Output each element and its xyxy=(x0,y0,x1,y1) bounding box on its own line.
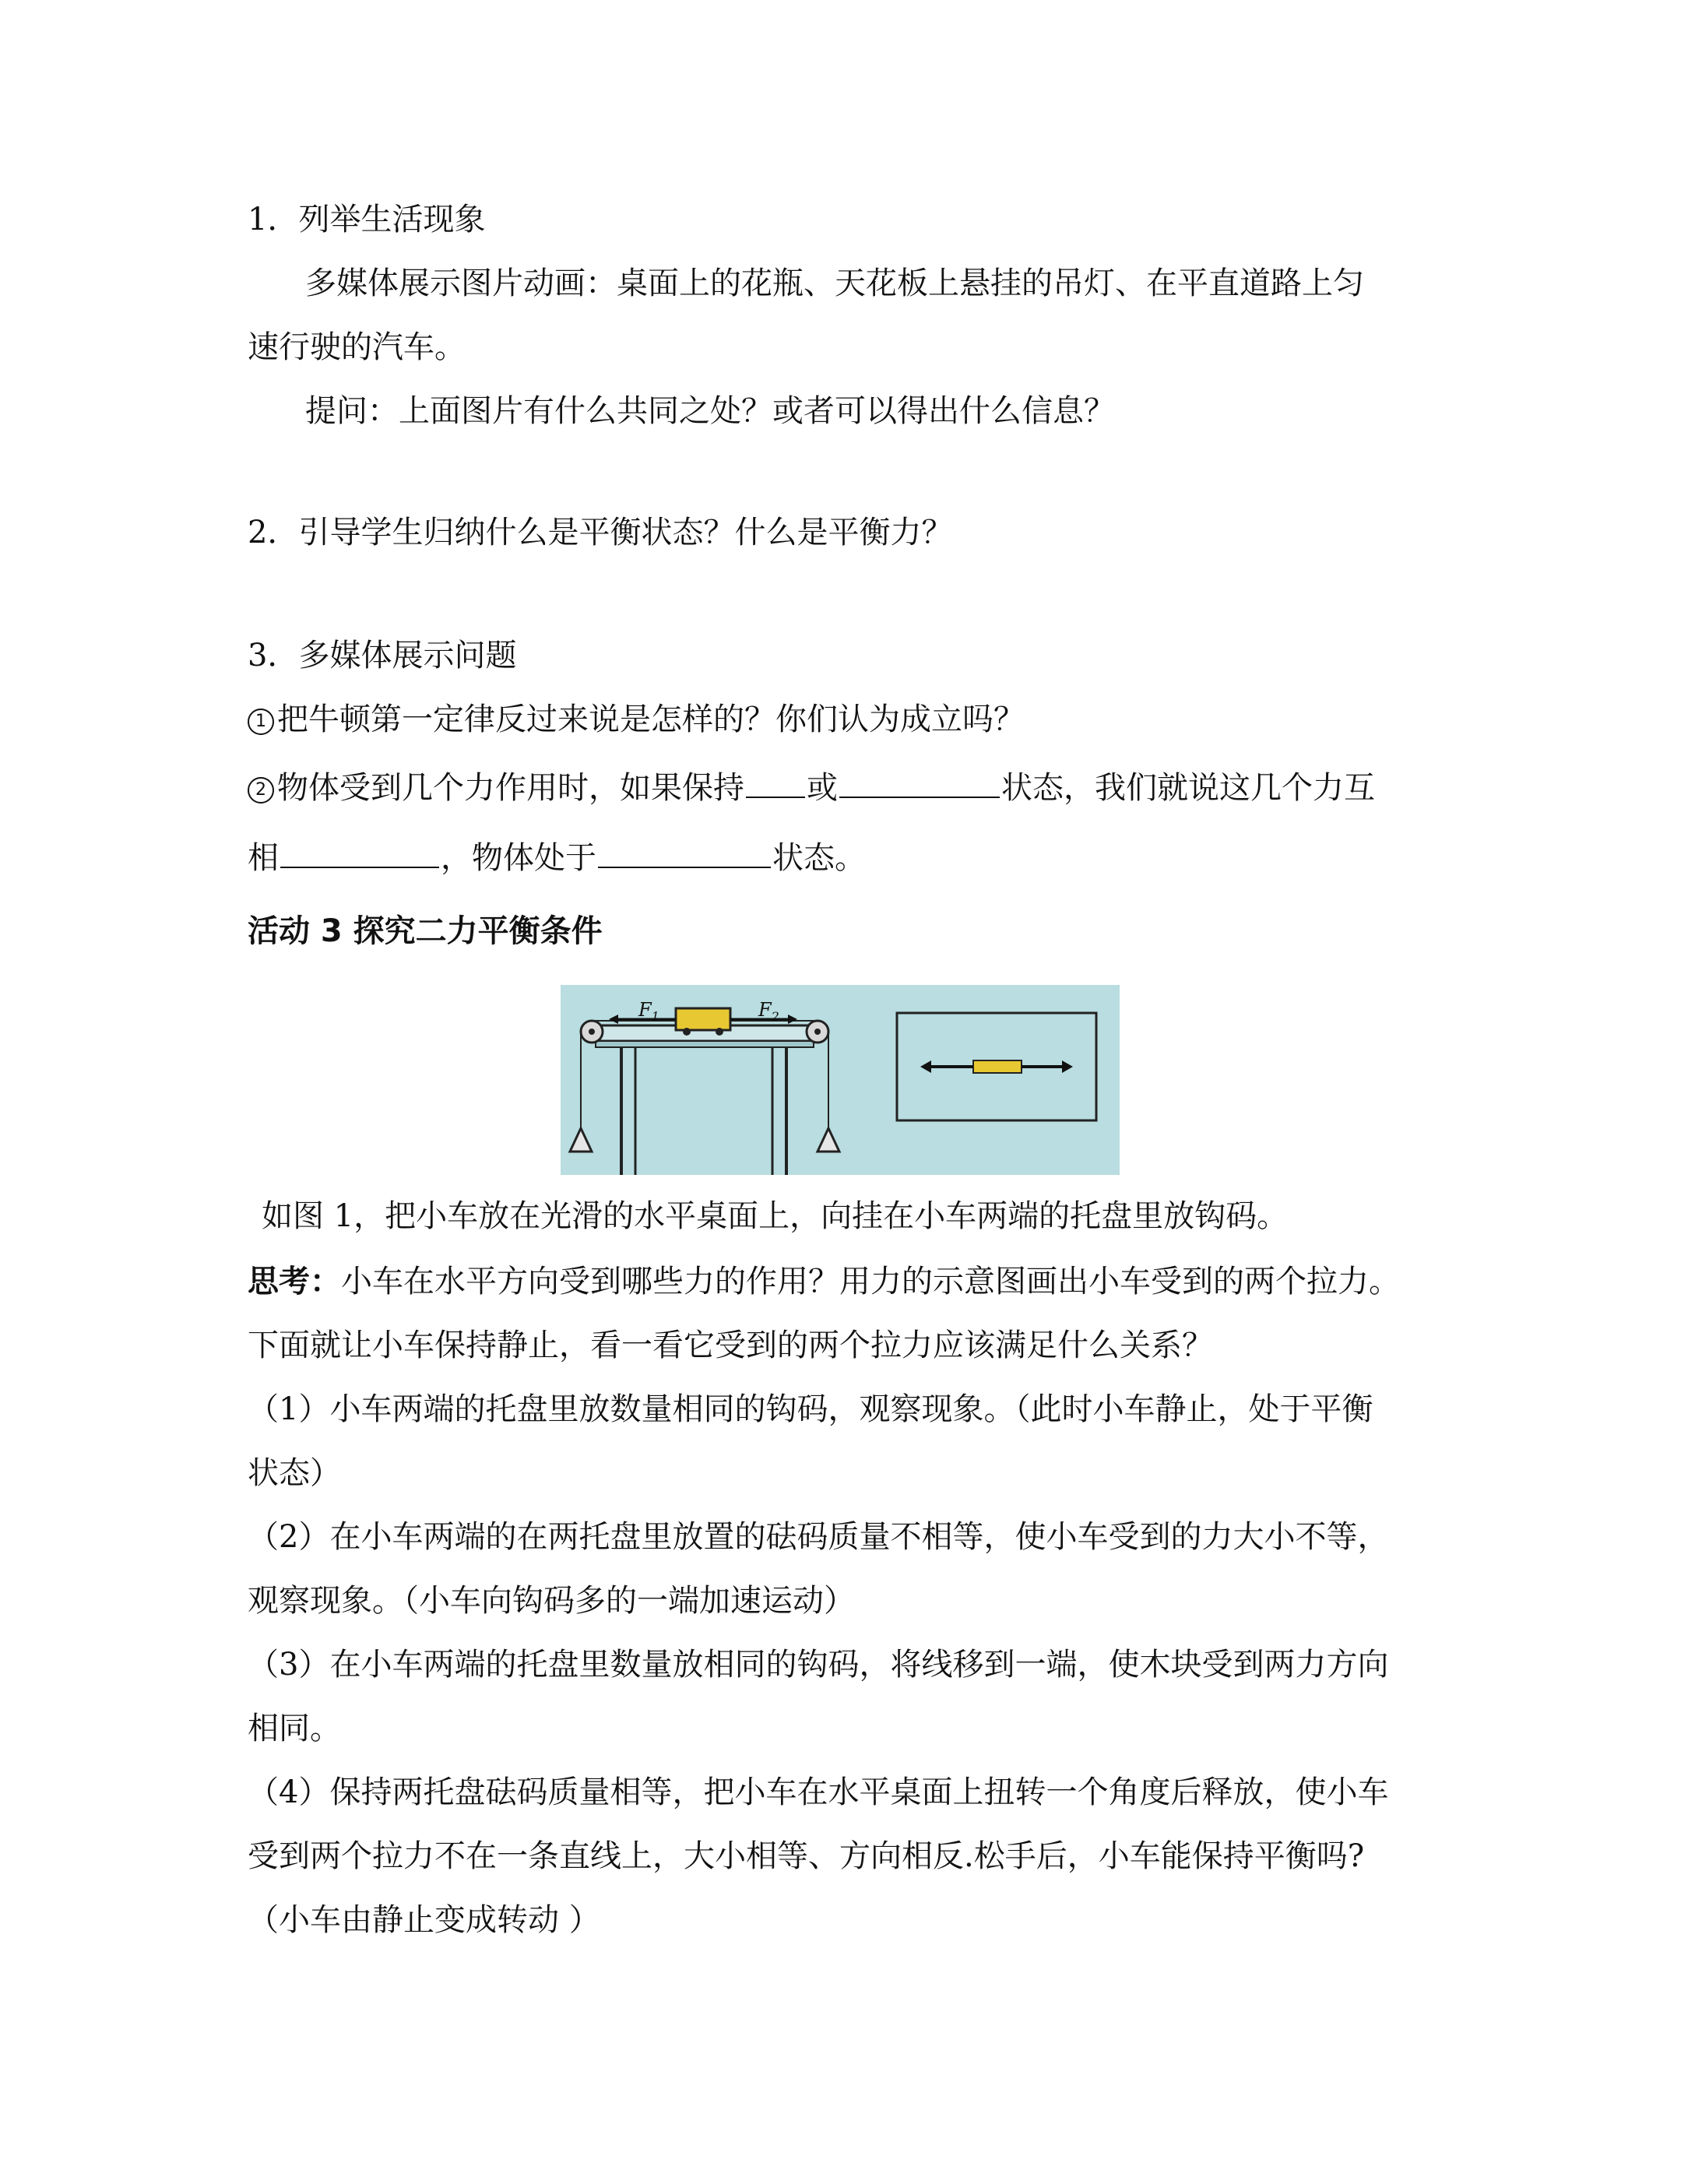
question-2-text-e: ，物体处于 xyxy=(441,840,596,876)
step-1-cont: 状态） xyxy=(248,1455,341,1491)
top-view-cart xyxy=(973,1060,1022,1073)
section-3-title: 3．多媒体展示问题 xyxy=(248,638,517,673)
fill-blank xyxy=(746,770,805,798)
step-3-cont: 相同。 xyxy=(248,1711,341,1746)
question-2 xyxy=(248,768,1375,808)
label-f2: $F_2$ xyxy=(758,999,779,1024)
figure-caption: 如图 1，把小车放在光滑的水平桌面上，向挂在小车两端的托盘里放钩码。 xyxy=(262,1198,1289,1234)
circled-number-1: 1 xyxy=(248,709,274,735)
section-2-title: 2．引导学生归纳什么是平衡状态？什么是平衡力？ xyxy=(248,515,953,550)
step-4-cont: 受到两个拉力不在一条直线上，大小相等、方向相反.松手后，小车能保持平衡吗? xyxy=(248,1838,1365,1874)
step-2: （2）在小车两端的在两托盘里放置的砝码质量不相等，使小车受到的力大小不等， xyxy=(248,1519,1389,1555)
question-1-text: 把牛顿第一定律反过来说是怎样的？你们认为成立吗？ xyxy=(277,702,1025,737)
experiment-figure xyxy=(561,985,1120,1175)
question-2-text-f: 状态。 xyxy=(772,840,866,876)
circled-number-2: 2 xyxy=(248,777,274,804)
cart xyxy=(676,1008,730,1030)
think-label: 思考： xyxy=(248,1264,341,1299)
section-1-paragraph: 多媒体展示图片动画：桌面上的花瓶、天花板上悬挂的吊灯、在平直道路上匀 xyxy=(305,266,1364,301)
fill-blank xyxy=(839,770,1000,798)
think-text: 小车在水平方向受到哪些力的作用？用力的示意图画出小车受到的两个拉力。 xyxy=(341,1264,1400,1299)
question-2-cont xyxy=(248,838,866,878)
question-2-text-c: 状态，我们就说这几个力互 xyxy=(1001,770,1375,806)
fill-blank xyxy=(280,840,439,868)
question-1 xyxy=(248,699,1025,740)
question-2-text-d: 相 xyxy=(248,840,279,876)
step-3: （3）在小车两端的托盘里数量放相同的钩码，将线移到一端，使木块受到两力方向 xyxy=(248,1647,1389,1683)
question-2-text-b: 或 xyxy=(807,770,838,806)
label-f1: $F_1$ xyxy=(638,999,659,1024)
think-paragraph-cont: 下面就让小车保持静止，看一看它受到的两个拉力应该满足什么关系？ xyxy=(248,1328,1213,1363)
step-4-answer: （小车由静止变成转动 ） xyxy=(248,1902,600,1938)
step-1: （1）小车两端的托盘里放数量相同的钩码，观察现象。（此时小车静止，处于平衡 xyxy=(248,1391,1373,1427)
think-paragraph xyxy=(248,1261,1400,1302)
section-1-paragraph-cont: 速行驶的汽车。 xyxy=(248,329,466,365)
step-4: （4）保持两托盘砝码质量相等，把小车在水平桌面上扭转一个角度后释放，使小车 xyxy=(248,1774,1389,1810)
activity-title: 活动 3 探究二力平衡条件 xyxy=(248,913,603,949)
question-2-text-a: 物体受到几个力作用时，如果保持 xyxy=(277,770,744,806)
fill-blank xyxy=(598,840,771,868)
section-1-title: 1．列举生活现象 xyxy=(248,202,486,237)
step-2-cont: 观察现象。（小车向钩码多的一端加速运动） xyxy=(248,1583,855,1619)
section-1-question: 提问：上面图片有什么共同之处？或者可以得出什么信息？ xyxy=(305,393,1115,429)
